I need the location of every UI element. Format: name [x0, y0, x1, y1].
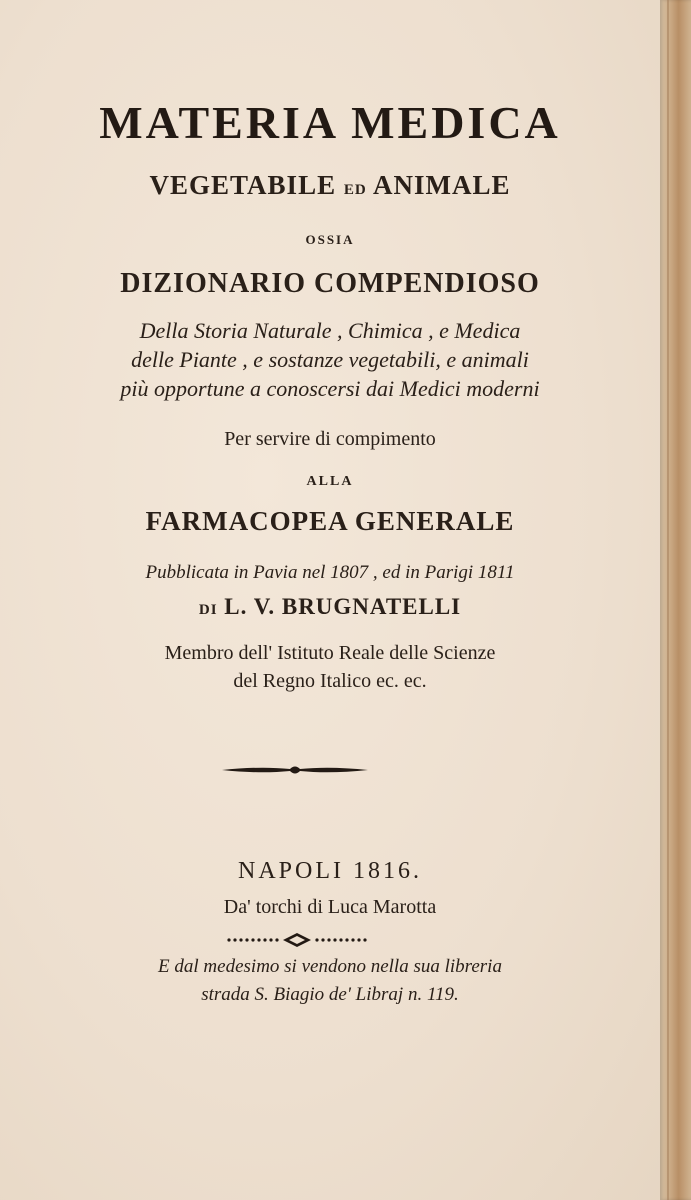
author-line [0, 594, 660, 620]
servire-line: Per servire di compimento [224, 428, 436, 450]
printer-line: Da' torchi di Luca Marotta [223, 896, 437, 918]
alla-label: ALLA [306, 474, 354, 489]
description-line-1: Della Storia Naturale , Chimica , e Medica [139, 318, 521, 343]
place-date: NAPOLI 1816. [238, 858, 422, 884]
author-name: L. V. BRUGNATELLI [224, 594, 462, 619]
description-line-2: delle Piante , e sostanze vegetabili, e animali [131, 347, 529, 372]
book-subtitle [0, 170, 660, 201]
author-prefix: DI [198, 602, 218, 618]
subtitle-part1: VEGETABILE [149, 170, 337, 200]
farmacopea-heading: FARMACOPEA GENERALE [145, 506, 515, 536]
subtitle-conjunction: ED [343, 182, 367, 198]
sold-info-line-1: E dal medesimo si vendono nella sua libreria [158, 956, 502, 977]
description-line-3: più opportune a conoscersi dai Medici moderni [120, 376, 540, 401]
membership-line-2: del Regno Italico ec. ec. [233, 670, 427, 692]
page-edge-line [667, 0, 669, 1200]
book-title: MATERIA MEDICA [99, 97, 561, 148]
subtitle-part2: ANIMALE [372, 170, 511, 200]
page-edge [660, 0, 691, 1200]
sold-info-line-2: strada S. Biagio de' Libraj n. 119. [201, 984, 459, 1005]
small-ornament-icon [225, 932, 370, 948]
rule-ornament-icon [220, 760, 370, 780]
ossia-label: OSSIA [305, 232, 355, 247]
publication-line: Pubblicata in Pavia nel 1807 , ed in Parigi 1811 [145, 562, 515, 583]
dictionary-heading: DIZIONARIO COMPENDIOSO [120, 268, 540, 299]
membership-line-1: Membro dell' Istituto Reale delle Scienze [164, 642, 496, 664]
